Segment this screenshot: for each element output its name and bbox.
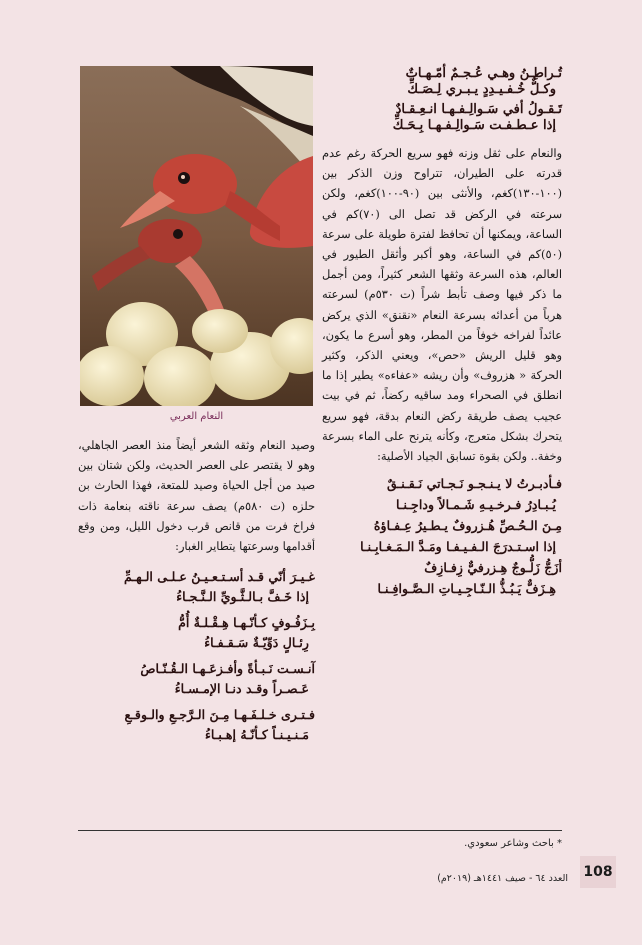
verse-line: مَـنـيـنـاً كـأنّـهُ إهـبـاءُ: [204, 727, 309, 743]
verse-line: رِئـالٍ دَوِّيّـةٌ سَـقـفـاءُ: [204, 635, 309, 651]
verse: [78, 613, 315, 653]
right-column: [322, 66, 562, 599]
verse-line: غـيـرَ أنّي قـد أسـتـعـيـنُ عـلـى الـهـمِّ: [124, 569, 315, 585]
verse-line: إذا اسـتـدرَجَ الـفـيـفـا ومَـدَّ الـمَـغـابِـنـا: [360, 539, 556, 555]
verse-line: تُـراطِـنُ وهـي عُـجـمٌ أمّـهـاتٌ: [405, 66, 562, 81]
footnote: * باحث وشاعر سعودي.: [464, 838, 562, 849]
verses-bottom: [322, 473, 562, 599]
verse-line: هِـزَفٌّ يَـبُـذُّ الـنّـاجِـيـاتِ الـصَّـوافِـنـا: [377, 581, 556, 597]
verse: [322, 473, 562, 515]
verse-line: إذا عـطـفـت سَـوالِـفـهـا بِـحَـكِّ: [392, 118, 556, 133]
issue-info: العدد ٦٤ - صيف ١٤٤١هـ (٢٠١٩م): [437, 873, 568, 884]
verse: [322, 515, 562, 557]
body-paragraph: وصيد النعام وثقه الشعر أيضاً منذ العصر الجاهلي، وهو لا يقتصر على العصر الحديث، ولكن شتان بين صيد من أجل الحياة وصيد للمتعة، فهذا الحارث بن حلزه (ت ٥٨٠م) يصف سرعة ناقته بنعامة ذات فراخ فرت من قانص قرب دخول الليل، ومن وقع أقدامها وسرعتها يتطاير الغبار:: [78, 439, 316, 554]
verse: [322, 66, 562, 98]
verse: [322, 557, 562, 599]
verse-line: عَـصـراً وقـد دنـا الإمـسـاءُ: [174, 681, 309, 697]
verse-line: أزَجُّ زَلُّـوجٌ هِـزرفيٌّ زِفـازِفٌ: [424, 560, 562, 576]
verse-line: يُـبـادِرُ فـرخـيـهِ شَـمـالاً وداجِـنـا: [396, 497, 556, 513]
verses-top: [322, 66, 562, 134]
verse-line: فـأدبـرتُ لا يـنـجـو نَـجـاتي نَـقـنـقٌ: [387, 476, 562, 492]
body-paragraph: والنعام على ثقل وزنه فهو سريع الحركة رغم عدم قدرته على الطيران، تتراوح وزن الذكر بين (١٠٠-١٣٠)كغم، والأنثى بين (٩٠-١٠٠)كغم، ولكن سرعته في الركض قد تصل الى (٧٠)كم في الساعة، ويمكنها أن تحافظ لفترة طويلة على سرعة (٥٠)كم في الساعة، وهو أكبر وأثقل الطيور في العالم، هذه السرعة وثقها الشعر كثيراً، ومن أجمل ما ذكر فيها وصف تأبط شراً (ت ٥٣٠م) لسرعته هرباً من أعدائه بسرعة النعام «نقنق» الذي يركض عائداً لفراخه خوفاً من المطر، وهو أسرع ما يكون، وهو قليل الريش «حص»، ويعني الذكر، وكثير الحركة « هزروف» وأن ريشه «عفاءه» يطير إذا ما انطلق في الصحراء ومد ساقيه ركضاً، ثم في بيت عجيب يصف طريقة ركض النعام بدقة، فهو سريع يتحرك بشكل متعرج، وكأنه يترنح على الماء بسرعة وخفة.. ولكن بقوة تسابق الجياد الأصلية:: [322, 147, 563, 464]
verse: [78, 705, 315, 745]
footnote-divider: [78, 830, 562, 831]
ostrich-photo: [80, 66, 313, 406]
verse-line: بِـزَفُـوفٍ كـأنّـهـا هِـقْـلـةٌ أُمُّ: [178, 615, 315, 631]
verse-line: آنـسـت نَـبـأةً وأفـزعَـهـا الـقُـنّـاصُ: [140, 661, 315, 677]
page-number-box: [580, 856, 616, 888]
page-number: 108: [583, 864, 613, 880]
left-column: [78, 436, 315, 745]
verse: [78, 567, 315, 607]
verse: [322, 102, 562, 134]
ostrich-photo-illustration: [80, 66, 313, 406]
verse-line: مِـنَ الـحُـصِّ هُـزروفٌ يـطـيرُ عِـفـاؤهُ: [373, 518, 562, 534]
verse-line: فـتـرى خـلـفَـهـا مِـنَ الـرَّجـعِ والـوقـعِ: [124, 707, 315, 723]
verse-line: تَـقـولُ أفي سَـوالِـفـهـا انـعِـقـادٌ: [395, 102, 562, 117]
verse: [78, 659, 315, 699]
photo-caption: النعام العربي: [169, 411, 224, 422]
verse-line: إذا خَـفَّ بـالـثَّـويِّ الـنَّـجـاءُ: [176, 589, 309, 605]
verse-line: وكـلٌّ خُـفـيـدِدٍ يـبـري لِـصَـكِّ: [407, 82, 556, 97]
